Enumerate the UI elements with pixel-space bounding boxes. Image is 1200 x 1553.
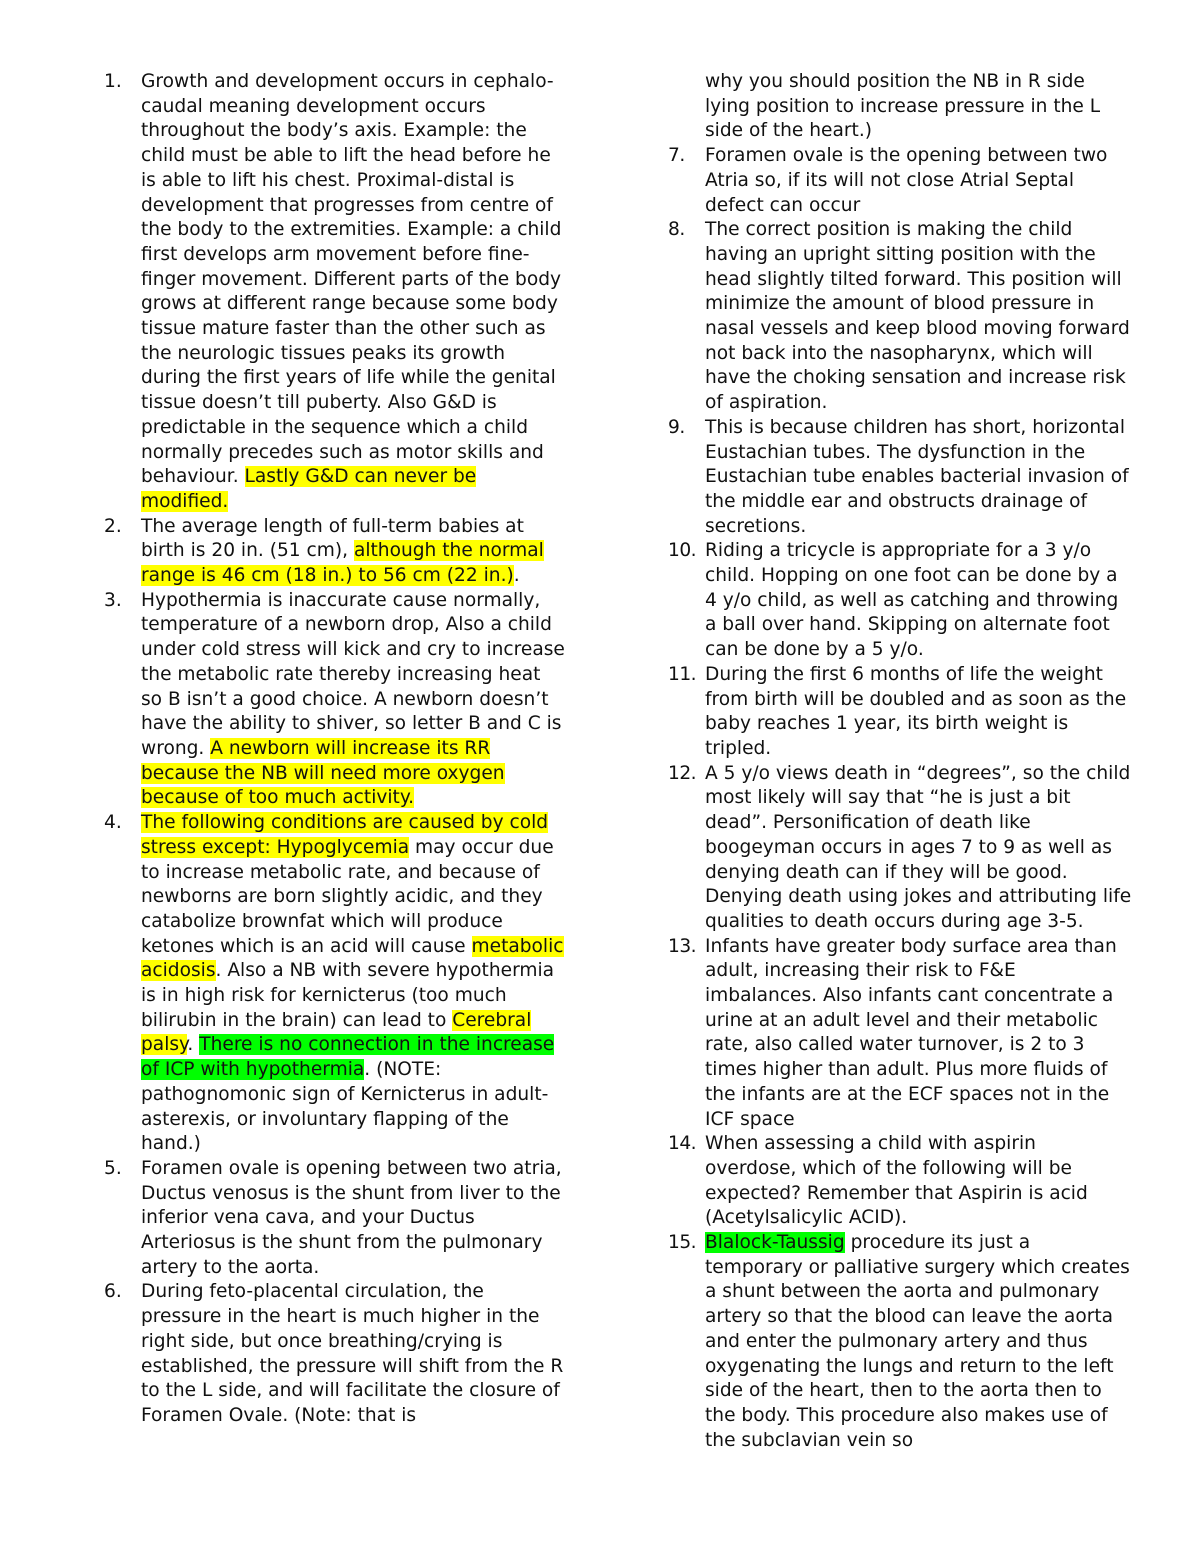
item-number: 10. <box>668 540 697 562</box>
item-text <box>705 218 1132 416</box>
item-text <box>705 416 1132 540</box>
text-segment: Growth and development occurs in cephalo-caudal meaning development occurs throughout the body’s axis. Example: the child must be able to lift the head before he is able to lift his chest. Proximal-distal is development that progresses from centre of the body to the extremities. Example: a child first develops arm movement before fine-finger movement. Different parts of the body grows at different range because some body tissue mature faster than the other such as the neurologic tissues peaks its growth during the first years of life while the genital tissue doesn’t till puberty. Also G&D is predictable in the sequence which a child normally precedes such as motor skills and behaviour. <box>141 71 562 488</box>
list-item <box>668 218 1132 416</box>
item-text <box>141 1157 566 1281</box>
highlighted-text: The following conditions are caused by cold stress except: Hypoglycemia <box>141 812 549 858</box>
item-number: 9. <box>668 416 685 438</box>
item-number: 1. <box>104 71 122 92</box>
list-item <box>668 935 1132 1133</box>
highlighted-text: although the normal range is 46 cm (18 in.) to 56 cm (22 in.) <box>141 540 544 587</box>
highlighted-text: A newborn will increase its RR because the NB will need more oxygen because of too much activity. <box>141 737 505 809</box>
list-item <box>668 762 1132 935</box>
item-number: 14. <box>668 1133 697 1155</box>
item-text <box>141 70 566 515</box>
item-number: 15. <box>668 1232 697 1254</box>
text-segment: Foramen ovale is the opening between two Atria so, if its will not close Atrial Septal defect can occur <box>705 145 1108 216</box>
text-segment: may occur due to increase metabolic rate, and because of newborns are born slightly acidic, and they catabolize brownfat which will produce ketones which is an acid will cause <box>141 836 554 957</box>
text-segment: Foramen ovale is opening between two atria, Ductus venosus is the shunt from liver to the inferior vena cava, and your Ductus Arteriosus is the shunt from the pulmonary artery to the aorta. <box>141 1157 562 1278</box>
item-number: 4. <box>104 812 122 834</box>
list-item <box>104 515 566 589</box>
text-segment: . <box>513 565 520 587</box>
list-item <box>668 539 1132 663</box>
highlighted-text: metabolic acidosis <box>141 935 564 982</box>
list-item <box>104 811 566 1157</box>
list-item <box>668 1132 1132 1231</box>
text-segment: . <box>187 1034 200 1056</box>
text-segment: During feto-placental circulation, the pressure in the heart is much higher in the right side, but once breathing/crying is established, the pressure will shift from the R to the L side, and will facilitate the closure of Foramen Ovale. (Note: that is <box>141 1281 564 1426</box>
left-column <box>104 70 566 1429</box>
list-item <box>104 1157 566 1281</box>
text-segment: Infants have greater body surface area than adult, increasing their risk to F&E imbalances. Also infants cant concentrate a urine at an adult level and their metabolic rate, also called water turnover, is 2 to 3 times higher than adult. Plus more fluids of the infants are at the ECF spaces not in the ICF space <box>705 935 1117 1130</box>
highlighted-text: There is no connection in the increase of ICP with hypothermia <box>141 1034 555 1081</box>
item-text <box>705 1132 1132 1231</box>
item-number: 8. <box>668 219 685 241</box>
text-segment: During the first 6 months of life the weight from birth will be doubled and as soon as the baby reaches 1 year, its birth weight is tripled. <box>705 663 1127 759</box>
text-segment: This is because children has short, horizontal Eustachian tubes. The dysfunction in the Eustachian tube enables bacterial invasion of the middle ear and obstructs drainage of secretions. <box>705 416 1129 537</box>
text-segment: A 5 y/o views death in “degrees”, so the child most likely will say that “he is just a bit dead”. Personification of death like boogeyman occurs in ages 7 to 9 as well as denying death can if they will be good. Denying death using jokes and attributing life qualities to death occurs during age 3-5. <box>705 762 1132 932</box>
text-segment: The average length of full-term babies at birth is 20 in. (51 cm), <box>141 515 524 562</box>
highlighted-text: Cerebral palsy <box>141 1009 532 1056</box>
right-column <box>668 70 1132 1453</box>
item-text <box>705 539 1132 663</box>
text-segment: procedure its just a temporary or palliative surgery which creates a shunt between the aorta and pulmonary artery so that the blood can leave the aorta and enter the pulmonary artery and thus oxygenating the lungs and return to the left side of the heart, then to the aorta then to the body. This procedure also makes use of the subclavian vein so <box>705 1232 1130 1451</box>
item-number: 2. <box>104 515 122 537</box>
text-segment: . (NOTE: pathognomonic sign of Kernicterus in adult- asterexis, or involuntary flapping of the hand.) <box>141 1059 549 1155</box>
item-text <box>705 144 1132 218</box>
list-item <box>104 1280 566 1428</box>
list-item <box>668 663 1132 762</box>
item-number: 3. <box>104 589 122 611</box>
item-text <box>141 1280 566 1428</box>
text-segment: . Also a NB with severe hypothermia is in high risk for kernicterus (too much bilirubin in the brain) can lead to <box>141 960 555 1031</box>
item-number: 11. <box>668 663 697 685</box>
text-segment: Hypothermia is inaccurate cause normally, temperature of a newborn drop, Also a child under cold stress will kick and cry to increase the metabolic rate thereby increasing heat so B isn’t a good choice. A newborn doesn’t have the ability to shiver, so letter B and C is wrong. <box>141 589 565 759</box>
item-text <box>705 1231 1132 1453</box>
highlighted-text: Lastly G&D can never be modified. <box>141 466 477 512</box>
text-segment: The correct position is making the child having an upright sitting position with the head slightly tilted forward. This position will minimize the amount of blood pressure in nasal vessels and keep blood moving forward not back into the nasopharynx, which will have the choking sensation and increase risk of aspiration. <box>705 219 1130 414</box>
item-text <box>705 70 1132 144</box>
item-text <box>705 935 1132 1133</box>
text-segment: When assessing a child with aspirin overdose, which of the following will be expected? Remember that Aspirin is acid (Acetylsalicylic ACID). <box>705 1133 1088 1229</box>
list-item <box>668 144 1132 218</box>
text-segment: Riding a tricycle is appropriate for a 3 y/o child. Hopping on one foot can be done by a 4 y/o child, as well as catching and throwing a ball over hand. Skipping on alternate foot can be done by a 5 y/o. <box>705 540 1119 661</box>
item-text <box>705 663 1132 762</box>
item-text <box>141 515 566 589</box>
list-item <box>668 416 1132 540</box>
list-item <box>104 70 566 515</box>
list-item <box>668 70 1132 144</box>
list-item <box>104 589 566 811</box>
item-text <box>141 811 566 1157</box>
item-number: 13. <box>668 935 697 957</box>
item-number: 12. <box>668 762 697 784</box>
item-text <box>705 762 1132 935</box>
list-item <box>668 1231 1132 1453</box>
text-segment: why you should position the NB in R side lying position to increase pressure in the L side of the heart.) <box>705 71 1101 142</box>
item-text <box>141 589 566 811</box>
item-number: 5. <box>104 1157 122 1179</box>
highlighted-text: Blalock-Taussig <box>705 1232 845 1254</box>
item-number: 6. <box>104 1281 122 1303</box>
item-number: 7. <box>668 145 685 167</box>
